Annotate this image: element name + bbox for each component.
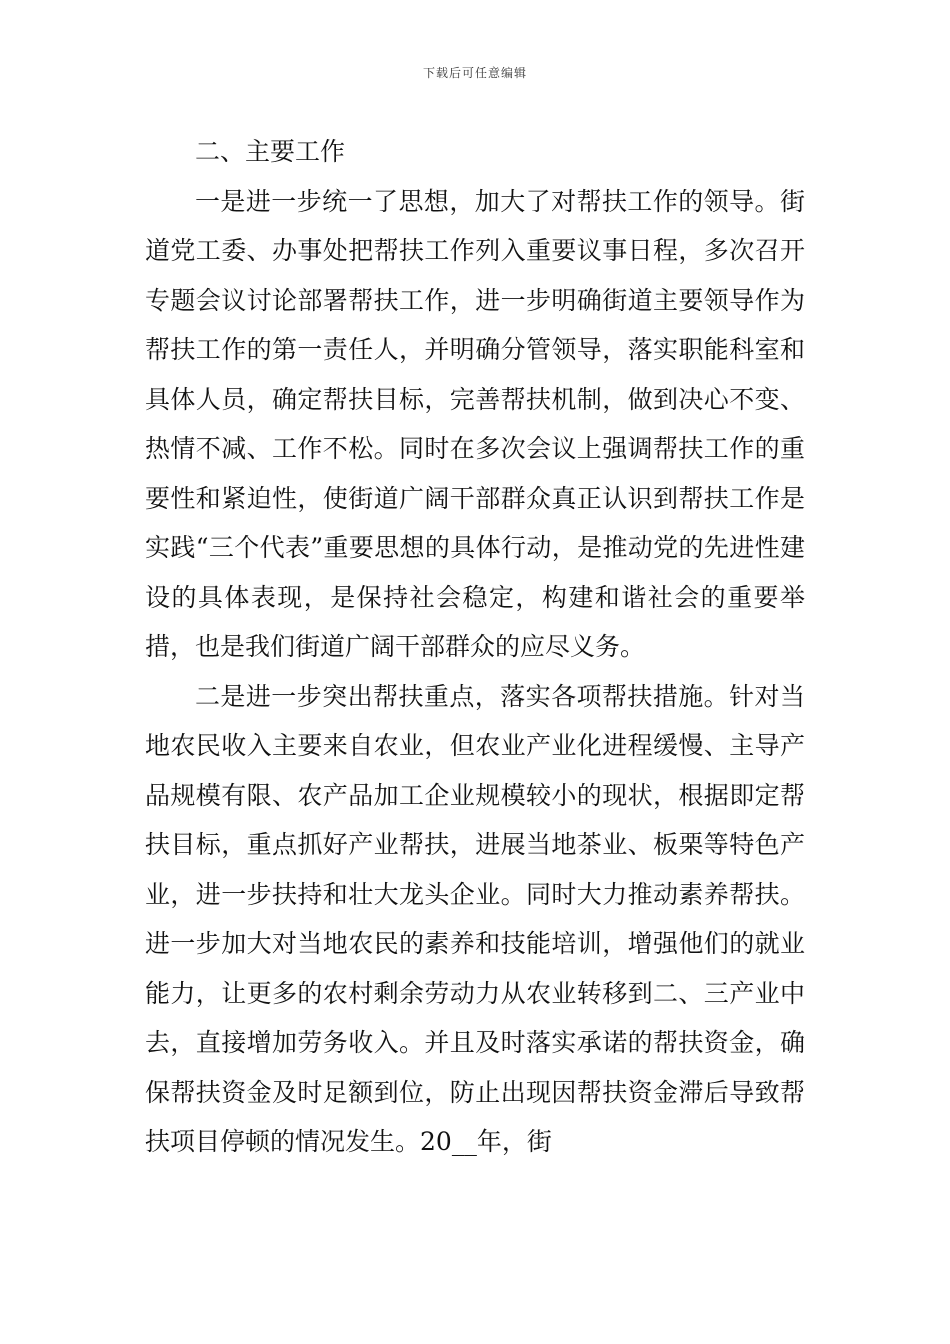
paragraph-1: 一是进一步统一了思想，加大了对帮扶工作的领导。街道党工委、办事处把帮扶工作列入重要议事日程，多次召开专题会议讨论部署帮扶工作，进一步明确街道主要领导作为帮扶工作的第一责任人，并明确分管领导，落实职能科室和具体人员，确定帮扶目标，完善帮扶机制，做到决心不变、热情不减、工作不松。同时在多次会议上强调帮扶工作的重要性和紧迫性，使街道广阔干部群众真正认识到帮扶工作是实践“三个代表”重要思想的具体行动，是推动党的先进性建设的具体表现，是保持社会稳定，构建和谐社会的重要举措，也是我们街道广阔干部群众的应尽义务。 — [145, 186, 805, 661]
paragraph-2: 二是进一步突出帮扶重点，落实各项帮扶措施。针对当地农民收入主要来自农业，但农业产业化进程缓慢、主导产品规模有限、农产品加工企业规模较小的现状，根据即定帮扶目标，重点抓好产业帮扶，进展当地茶业、板栗等特色产业，进一步扶持和壮大龙头企业。同时大力推动素养帮扶。进一步加大对当地农民的素养和技能培训，增强他们的就业能力，让更多的农村剩余劳动力从农业转移到二、三产业中去，直接增加劳务收入。并且及时落实承诺的帮扶资金，确保帮扶资金及时足额到位，防止出现因帮扶资金滞后导致帮扶项目停顿的情况发生。20__年，街 — [145, 681, 805, 1156]
document-body — [145, 127, 805, 1167]
page-header-note: 下载后可任意编辑 — [422, 66, 527, 80]
section-heading: 二、主要工作 — [195, 137, 346, 166]
